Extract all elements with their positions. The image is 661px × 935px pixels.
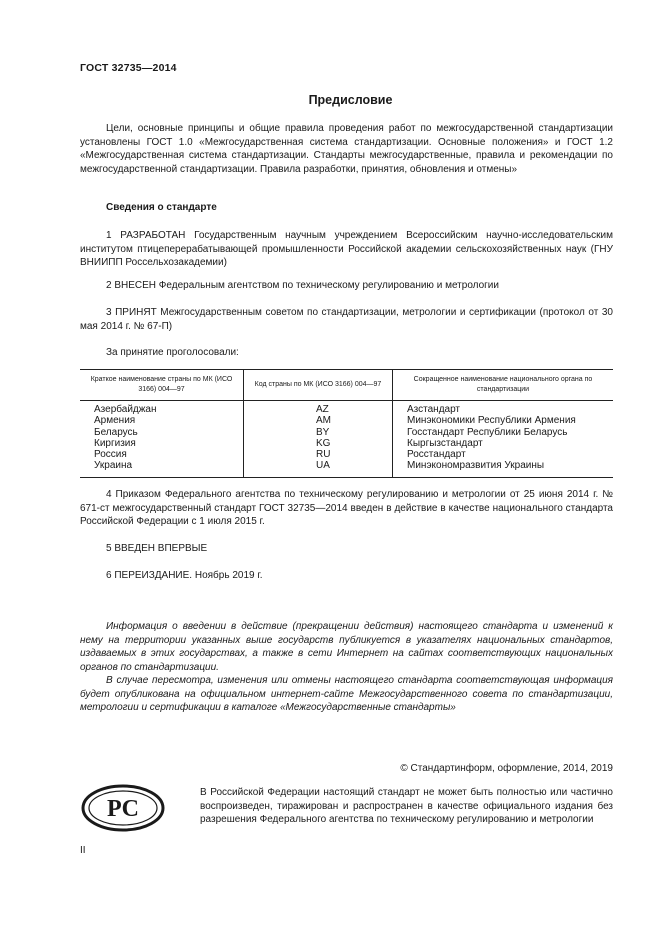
info-paragraph-2: В случае пересмотра, изменения или отмены настоящего стандарта соответствующая информация будет опубликована на официальном интернет-сайте Межгосударственного совета по стандартизации, метрологии и сертификации в каталоге «Межгосударственные стандарты»	[80, 675, 613, 714]
header-country-code: Код страны по МК (ИСО 3166) 004—97	[244, 370, 393, 401]
logo-lettering: PC	[107, 796, 139, 822]
voting-table-header-row	[80, 370, 613, 401]
country-name: Россия	[80, 449, 244, 460]
info-paragraph-1: Информация о введении в действие (прекращении действия) настоящего стандарта и изменений к нему на территории указанных выше государств публикуется в указателях национальных стандартов, издаваемых в этих государствах, а также в сети Интернет на сайтах соответствующих национальных органов по стандартизации.	[80, 621, 613, 673]
standards-body: Госстандарт Республики Беларусь	[407, 426, 568, 438]
page-number: II	[80, 845, 86, 856]
country-code: AM	[244, 415, 393, 426]
country-name: Беларусь	[80, 427, 244, 438]
copyright-line: © Стандартинформ, оформление, 2014, 2019	[400, 763, 613, 774]
item-6-reissue: 6 ПЕРЕИЗДАНИЕ. Ноябрь 2019 г.	[106, 570, 263, 581]
country-name: Украина	[80, 460, 244, 477]
header-standards-body: Сокращенное наименование национального органа по стандартизации	[393, 370, 614, 401]
page-title: Предисловие	[308, 93, 393, 107]
country-name: Армения	[80, 415, 244, 426]
item-3-adopted: 3 ПРИНЯТ Межгосударственным советом по стандартизации, метрологии и сертификации (протокол от 30 мая 2014 г. № 67-П)	[80, 307, 613, 332]
country-code: BY	[244, 427, 393, 438]
country-name: Азербайджан	[80, 401, 244, 416]
standards-body: Минэкономразвития Украины	[393, 460, 614, 477]
rst-certification-mark-icon	[80, 783, 166, 833]
document-code: ГОСТ 32735—2014	[80, 62, 177, 74]
standards-body: Кыргызстандарт	[407, 437, 483, 449]
header-country-name: Краткое наименование страны по МК (ИСО 3166) 004—97	[80, 370, 244, 401]
country-code: KG	[244, 438, 393, 449]
item-1-developed: 1 РАЗРАБОТАН Государственным научным учреждением Всероссийским научно-исследовательским институтом птицеперерабатывающей промышленности Российской академии сельскохозяйственных наук (ГНУ ВНИИПП Россельхозакадемии)	[80, 230, 613, 269]
standards-body: Минэкономики Республики Армения	[407, 415, 576, 427]
standards-body: Росстандарт	[407, 449, 466, 461]
table-row	[80, 438, 613, 449]
item-4-order: 4 Приказом Федерального агентства по техническому регулированию и метрологии от 25 июня 2014 г. № 671-ст межгосударственный стандарт ГОСТ 32735—2014 введен в действие в качестве национального стандарта Российской Федерации с 1 июля 2015 г.	[80, 489, 613, 528]
item-2-introduced: 2 ВНЕСЕН Федеральным агентством по техническому регулированию и метрологии	[106, 280, 499, 291]
country-name: Киргизия	[80, 438, 244, 449]
table-row	[80, 449, 613, 460]
table-row	[80, 401, 613, 416]
section-subheading: Сведения о стандарте	[106, 202, 217, 213]
voting-table	[80, 369, 613, 478]
table-row	[80, 460, 613, 477]
standards-body: Азстандарт	[407, 404, 461, 415]
reproduction-notice: В Российской Федерации настоящий стандарт не может быть полностью или частично воспроизведен, тиражирован и распространен в качестве официального издания без разрешения Федерального агентства по техническому регулированию и метрологии	[200, 787, 613, 826]
table-row	[80, 427, 613, 438]
country-code: AZ	[244, 401, 393, 416]
vote-intro: За принятие проголосовали:	[106, 347, 239, 358]
table-row	[80, 415, 613, 426]
intro-paragraph: Цели, основные принципы и общие правила проведения работ по межгосударственной стандартизации установлены ГОСТ 1.0 «Межгосударственная система стандартизации. Основные положения» и ГОСТ 1.2 «Межгосударственная система стандартизации. Стандарты межгосударственные, правила и рекомендации по межгосударственной стандартизации. Правила разработки, принятия, обновления и отмены»	[80, 123, 613, 175]
country-code: RU	[244, 449, 393, 460]
country-code: UA	[244, 460, 393, 477]
item-5-first-introduced: 5 ВВЕДЕН ВПЕРВЫЕ	[106, 543, 208, 554]
